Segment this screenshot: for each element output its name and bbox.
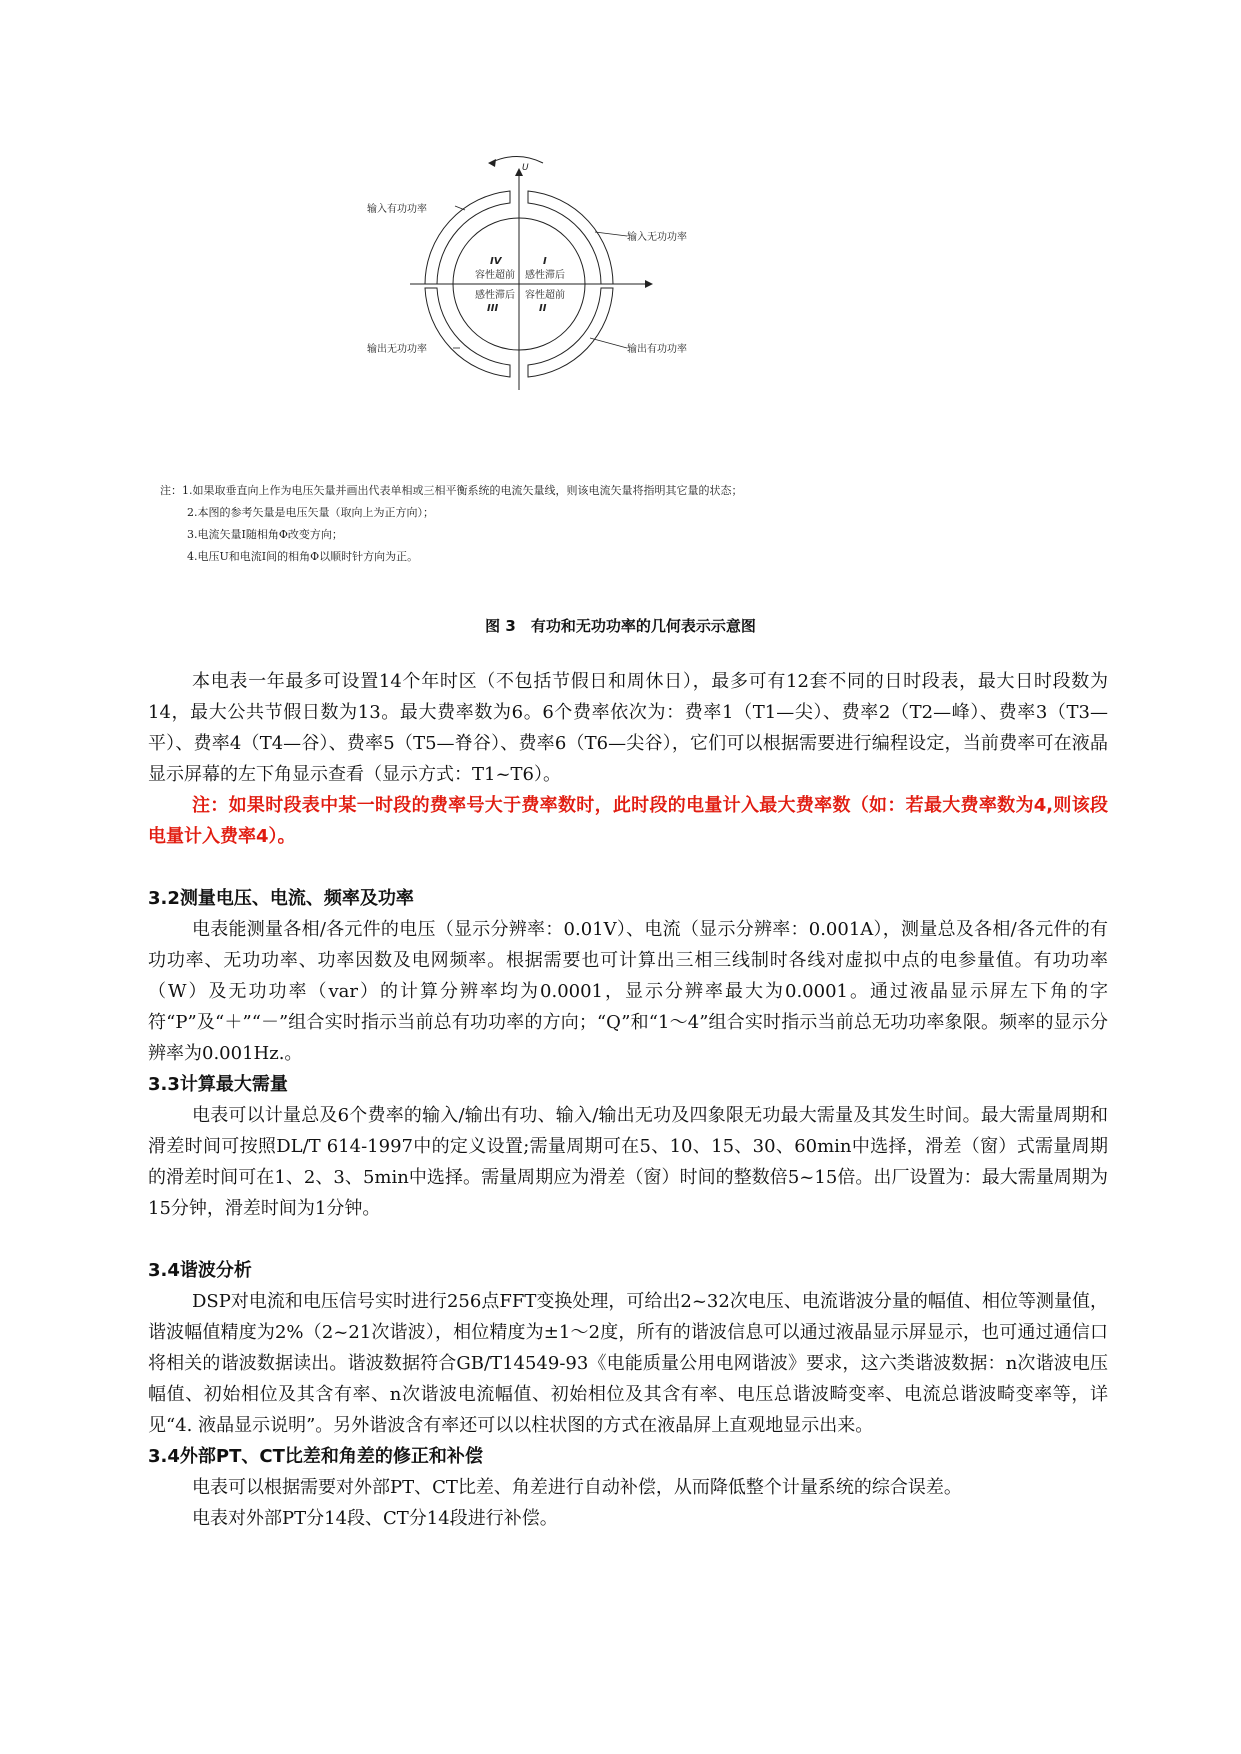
- label-input-reactive: 输入无功功率: [627, 232, 687, 243]
- section-3-4b-body-1: 电表可以根据需要对外部PT、CT比差、角差进行自动补偿，从而降低整个计量系统的综合误差。: [192, 1477, 962, 1498]
- quadrant-ii-numeral: II: [539, 303, 547, 314]
- horizontal-axis-arrow-icon: [645, 280, 653, 288]
- rotation-arc: [490, 157, 543, 164]
- red-note: 注：如果时段表中某一时段的费率号大于费率数时，此时段的电量计入最大费率数（如：若最大费率数为4,则该段电量计入费率4）。: [148, 795, 1108, 847]
- section-3-3-title: 3.3计算最大需量: [148, 1074, 288, 1095]
- note-line: 4.电压U和电流Ⅰ间的相角Φ以顺时针方向为正。: [187, 550, 419, 563]
- power-quadrant-diagram: [367, 158, 755, 418]
- ring-segment-output-reactive: [425, 288, 510, 377]
- quadrant-ii-text: 容性超前: [525, 290, 565, 301]
- document-body: [148, 666, 1108, 1534]
- section-3-4-body: DSP对电流和电压信号实时进行256点FFT变换处理，可给出2~32次电压、电流谐波分量的幅值、相位等测量值，谐波幅值精度为2%（2~21次谐波），相位精度为±1～2度，所有的谐波信息可以通过液晶显示屏显示，也可通过通信口将相关的谐波数据读出。谐波数据符合GB/T14549-93《电能质量公用电网谐波》要求，这六类谐波数据：n次谐波电压幅值、初始相位及其含有率、n次谐波电流幅值、初始相位及其含有率、电压总谐波畸变率、电流总谐波畸变率等，详见“4. 液晶显示说明”。另外谐波含有率还可以以柱状图的方式在液晶屏上直观地显示出来。: [148, 1291, 1108, 1436]
- quadrant-iii-numeral: III: [487, 303, 499, 314]
- axis-label-u: U: [522, 163, 529, 173]
- section-3-4-title: 3.4谐波分析: [148, 1260, 252, 1281]
- quadrant-iv-numeral: IV: [490, 256, 502, 267]
- quadrant-iii-text: 感性滞后: [475, 290, 515, 301]
- note-line: 注：1.如果取垂直向上作为电压矢量并画出代表单相或三相平衡系统的电流矢量线，则该电流矢量将指明其它量的状态；: [160, 484, 743, 497]
- section-3-4b-title: 3.4外部PT、CT比差和角差的修正和补偿: [148, 1446, 483, 1467]
- quadrant-i-text: 感性滞后: [525, 270, 565, 281]
- label-input-active: 输入有功功率: [367, 204, 427, 215]
- note-line: 3.电流矢量Ⅰ随相角Φ改变方向；: [187, 528, 343, 541]
- figure-notes: [160, 480, 1160, 568]
- label-output-active: 输出有功功率: [627, 344, 687, 355]
- rotation-arrow-icon: [488, 159, 496, 167]
- quadrant-iv-text: 容性超前: [475, 270, 515, 281]
- label-output-reactive: 输出无功功率: [367, 344, 427, 355]
- ring-segment-output-active: [528, 288, 613, 377]
- section-3-2-body: 电表能测量各相/各元件的电压（显示分辨率：0.01V）、电流（显示分辨率：0.001A），测量总及各相/各元件的有功功率、无功功率、功率因数及电网频率。根据需要也可计算出三相三线制时各线对虚拟中点的电参量值。有功功率（W）及无功功率（var）的计算分辨率均为0.0001，显示分辨率最大为0.0001。通过液晶显示屏左下角的字符“P”及“＋”“－”组合实时指示当前总有功功率的方向；“Q”和“1～4”组合实时指示当前总无功功率象限。频率的显示分辨率为0.001Hz.。: [148, 919, 1108, 1064]
- section-3-3-body: 电表可以计量总及6个费率的输入/输出有功、输入/输出无功及四象限无功最大需量及其发生时间。最大需量周期和滑差时间可按照DL/T 614-1997中的定义设置;需量周期可在5、10、15、30、60min中选择，滑差（窗）式需量周期的滑差时间可在1、2、3、5min中选择。需量周期应为滑差（窗）时间的整数倍5~15倍。出厂设置为：最大需量周期为15分钟，滑差时间为1分钟。: [148, 1105, 1108, 1219]
- quadrant-i-numeral: I: [543, 256, 547, 267]
- figure-caption: 图 3 有功和无功功率的几何表示示意图: [485, 617, 756, 635]
- section-3-4b-body-2: 电表对外部PT分14段、CT分14段进行补偿。: [192, 1508, 558, 1529]
- note-line: 2.本图的参考矢量是电压矢量（取向上为正方向）；: [187, 506, 434, 519]
- section-3-2-title: 3.2测量电压、电流、频率及功率: [148, 888, 414, 909]
- intro-paragraph: 本电表一年最多可设置14个年时区（不包括节假日和周休日），最多可有12套不同的日时段表，最大日时段数为14，最大公共节假日数为13。最大费率数为6。6个费率依次为：费率1（T1—尖）、费率2（T2—峰）、费率3（T3—平）、费率4（T4—谷）、费率5（T5—脊谷）、费率6（T6—尖谷），它们可以根据需要进行编程设定，当前费率可在液晶显示屏幕的左下角显示查看（显示方式：T1~T6）。: [148, 671, 1108, 785]
